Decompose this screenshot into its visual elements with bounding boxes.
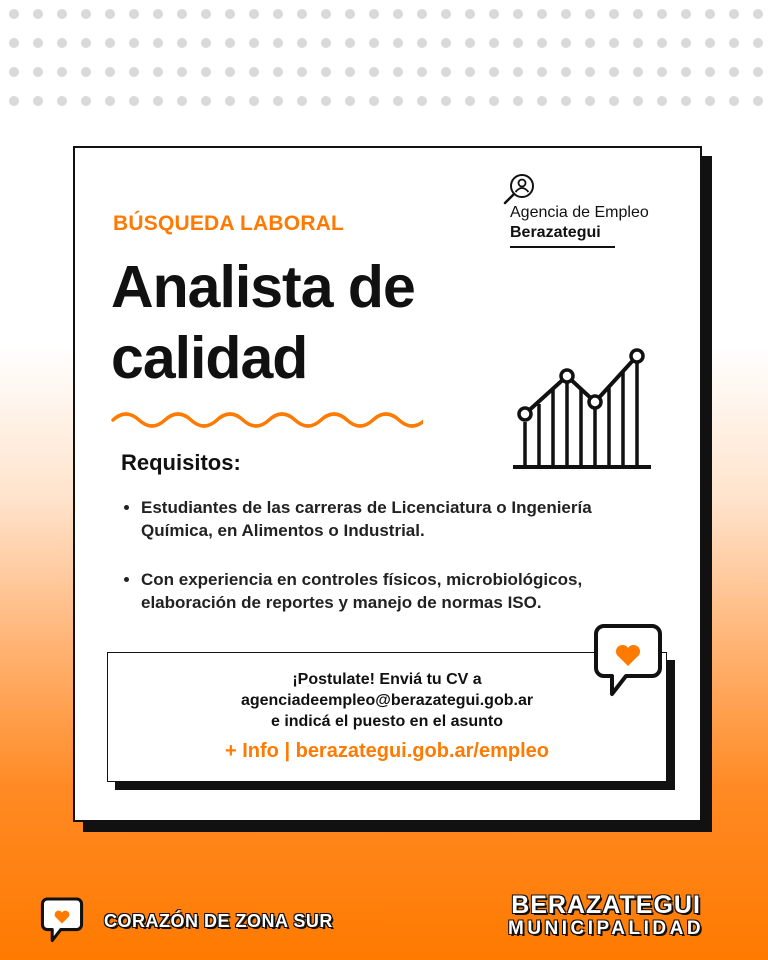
pattern-dot [513, 67, 523, 77]
pattern-dot [9, 38, 19, 48]
pattern-dot [81, 67, 91, 77]
pattern-dot [441, 9, 451, 19]
pattern-dot [537, 67, 547, 77]
pattern-dot [33, 96, 43, 106]
pattern-dot [297, 96, 307, 106]
requirements-list [123, 496, 661, 640]
pattern-dot [633, 9, 643, 19]
pattern-dot [753, 9, 763, 19]
growth-chart-icon [511, 348, 651, 473]
pattern-dot [369, 9, 379, 19]
pattern-dot [321, 9, 331, 19]
eyebrow-label: BÚSQUEDA LABORAL [113, 212, 345, 235]
pattern-dot [177, 38, 187, 48]
pattern-dot [465, 67, 475, 77]
pattern-dot [57, 38, 67, 48]
pattern-dot [681, 67, 691, 77]
pattern-dot [201, 38, 211, 48]
requirement-item: • Con experiencia en controles físicos, microbiológicos, elaboración de reportes y manejo de normas ISO. [141, 568, 661, 614]
job-card [73, 146, 702, 822]
pattern-dot [753, 38, 763, 48]
pattern-dot [201, 67, 211, 77]
pattern-dot [633, 96, 643, 106]
pattern-dot [489, 9, 499, 19]
pattern-dot [369, 96, 379, 106]
pattern-dot [585, 96, 595, 106]
pattern-dot [297, 67, 307, 77]
brand-line2: MUNICIPALIDAD [508, 918, 705, 939]
pattern-dot [705, 67, 715, 77]
pattern-dot [225, 67, 235, 77]
pattern-dot [369, 67, 379, 77]
pattern-dot [57, 9, 67, 19]
pattern-dot [57, 96, 67, 106]
pattern-dot [129, 9, 139, 19]
pattern-dot [345, 67, 355, 77]
pattern-dot [321, 96, 331, 106]
pattern-dot [297, 38, 307, 48]
pattern-dot [81, 9, 91, 19]
pattern-dot [33, 9, 43, 19]
pattern-dot [561, 96, 571, 106]
pattern-dot [729, 9, 739, 19]
cta-box [107, 652, 667, 782]
pattern-dot [633, 67, 643, 77]
pattern-dot [177, 67, 187, 77]
requirement-item: • Estudiantes de las carreras de Licenciatura o Ingeniería Química, en Alimentos o Industrial. [141, 496, 661, 542]
pattern-dot [465, 38, 475, 48]
pattern-dot [393, 9, 403, 19]
pattern-dot [273, 67, 283, 77]
pattern-dot [33, 38, 43, 48]
dot-pattern [0, 0, 768, 120]
pattern-dot [465, 96, 475, 106]
pattern-dot [345, 96, 355, 106]
pattern-dot [537, 38, 547, 48]
pattern-dot [417, 38, 427, 48]
pattern-dot [609, 67, 619, 77]
pattern-dot [249, 38, 259, 48]
job-title [111, 252, 531, 394]
pattern-dot [537, 9, 547, 19]
pattern-dot [489, 96, 499, 106]
pattern-dot [705, 38, 715, 48]
cta-line1: ¡Postulate! Enviá tu CV a [292, 671, 482, 688]
pattern-dot [393, 67, 403, 77]
pattern-dot [321, 67, 331, 77]
pattern-dot [513, 96, 523, 106]
pattern-dot [249, 9, 259, 19]
pattern-dot [705, 96, 715, 106]
pattern-dot [729, 38, 739, 48]
pattern-dot [177, 9, 187, 19]
municipality-logo [508, 892, 704, 940]
pattern-dot [417, 9, 427, 19]
pattern-dot [249, 67, 259, 77]
pattern-dot [105, 9, 115, 19]
pattern-dot [513, 38, 523, 48]
pattern-dot [585, 9, 595, 19]
pattern-dot [441, 38, 451, 48]
pattern-dot [153, 67, 163, 77]
pattern-dot [345, 38, 355, 48]
pattern-dot [729, 96, 739, 106]
pattern-dot [441, 96, 451, 106]
pattern-dot [657, 67, 667, 77]
pattern-dot [105, 96, 115, 106]
requirements-title: Requisitos: [121, 450, 241, 475]
agency-underline [510, 246, 615, 248]
cta-email[interactable]: agenciadeempleo@berazategui.gob.ar [240, 692, 534, 709]
pattern-dot [153, 38, 163, 48]
pattern-dot [609, 96, 619, 106]
pattern-dot [417, 96, 427, 106]
pattern-dot [657, 96, 667, 106]
pattern-dot [81, 38, 91, 48]
pattern-dot [561, 9, 571, 19]
pattern-dot [105, 38, 115, 48]
pattern-dot [225, 38, 235, 48]
pattern-dot [129, 67, 139, 77]
pattern-dot [57, 67, 67, 77]
pattern-dot [681, 38, 691, 48]
pattern-dot [681, 96, 691, 106]
pattern-dot [729, 67, 739, 77]
pattern-dot [393, 96, 403, 106]
pattern-dot [465, 9, 475, 19]
footer-slogan [40, 896, 333, 946]
pattern-dot [537, 96, 547, 106]
heart-chat-icon [592, 622, 664, 702]
pattern-dot [561, 67, 571, 77]
pattern-dot [225, 9, 235, 19]
pattern-dot [273, 38, 283, 48]
pattern-dot [129, 96, 139, 106]
slogan-text: CORAZÓN DE ZONA SUR [104, 910, 333, 931]
pattern-dot [225, 96, 235, 106]
pattern-dot [297, 9, 307, 19]
pattern-dot [417, 67, 427, 77]
pattern-dot [9, 67, 19, 77]
pattern-dot [657, 38, 667, 48]
pattern-dot [681, 9, 691, 19]
pattern-dot [345, 9, 355, 19]
pattern-dot [489, 38, 499, 48]
pattern-dot [609, 38, 619, 48]
pattern-dot [129, 38, 139, 48]
pattern-dot [489, 67, 499, 77]
pattern-dot [321, 38, 331, 48]
pattern-dot [153, 9, 163, 19]
pattern-dot [585, 67, 595, 77]
pattern-dot [9, 96, 19, 106]
squiggle-divider [111, 406, 423, 428]
pattern-dot [105, 67, 115, 77]
agency-city: Berazategui [510, 224, 601, 241]
pattern-dot [369, 38, 379, 48]
pattern-dot [33, 67, 43, 77]
pattern-dot [513, 9, 523, 19]
job-title-line2: calidad [111, 325, 308, 391]
pattern-dot [657, 9, 667, 19]
job-title-line1: Analista de [111, 254, 415, 320]
pattern-dot [633, 38, 643, 48]
pattern-dot [561, 38, 571, 48]
brand-line1: BERAZATEGUI [511, 891, 701, 919]
pattern-dot [153, 96, 163, 106]
pattern-dot [273, 9, 283, 19]
pattern-dot [201, 9, 211, 19]
pattern-dot [9, 9, 19, 19]
heart-chat-icon [40, 896, 84, 946]
cta-line3: e indicá el puesto en el asunto [270, 713, 504, 730]
pattern-dot [273, 96, 283, 106]
agency-name: Agencia de Empleo [510, 204, 649, 221]
pattern-dot [177, 96, 187, 106]
pattern-dot [441, 67, 451, 77]
pattern-dot [201, 96, 211, 106]
pattern-dot [249, 96, 259, 106]
pattern-dot [609, 9, 619, 19]
pattern-dot [753, 96, 763, 106]
pattern-dot [585, 38, 595, 48]
pattern-dot [705, 9, 715, 19]
pattern-dot [393, 38, 403, 48]
cta-info-link[interactable]: + Info | berazategui.gob.ar/empleo [225, 740, 549, 762]
pattern-dot [753, 67, 763, 77]
pattern-dot [81, 96, 91, 106]
